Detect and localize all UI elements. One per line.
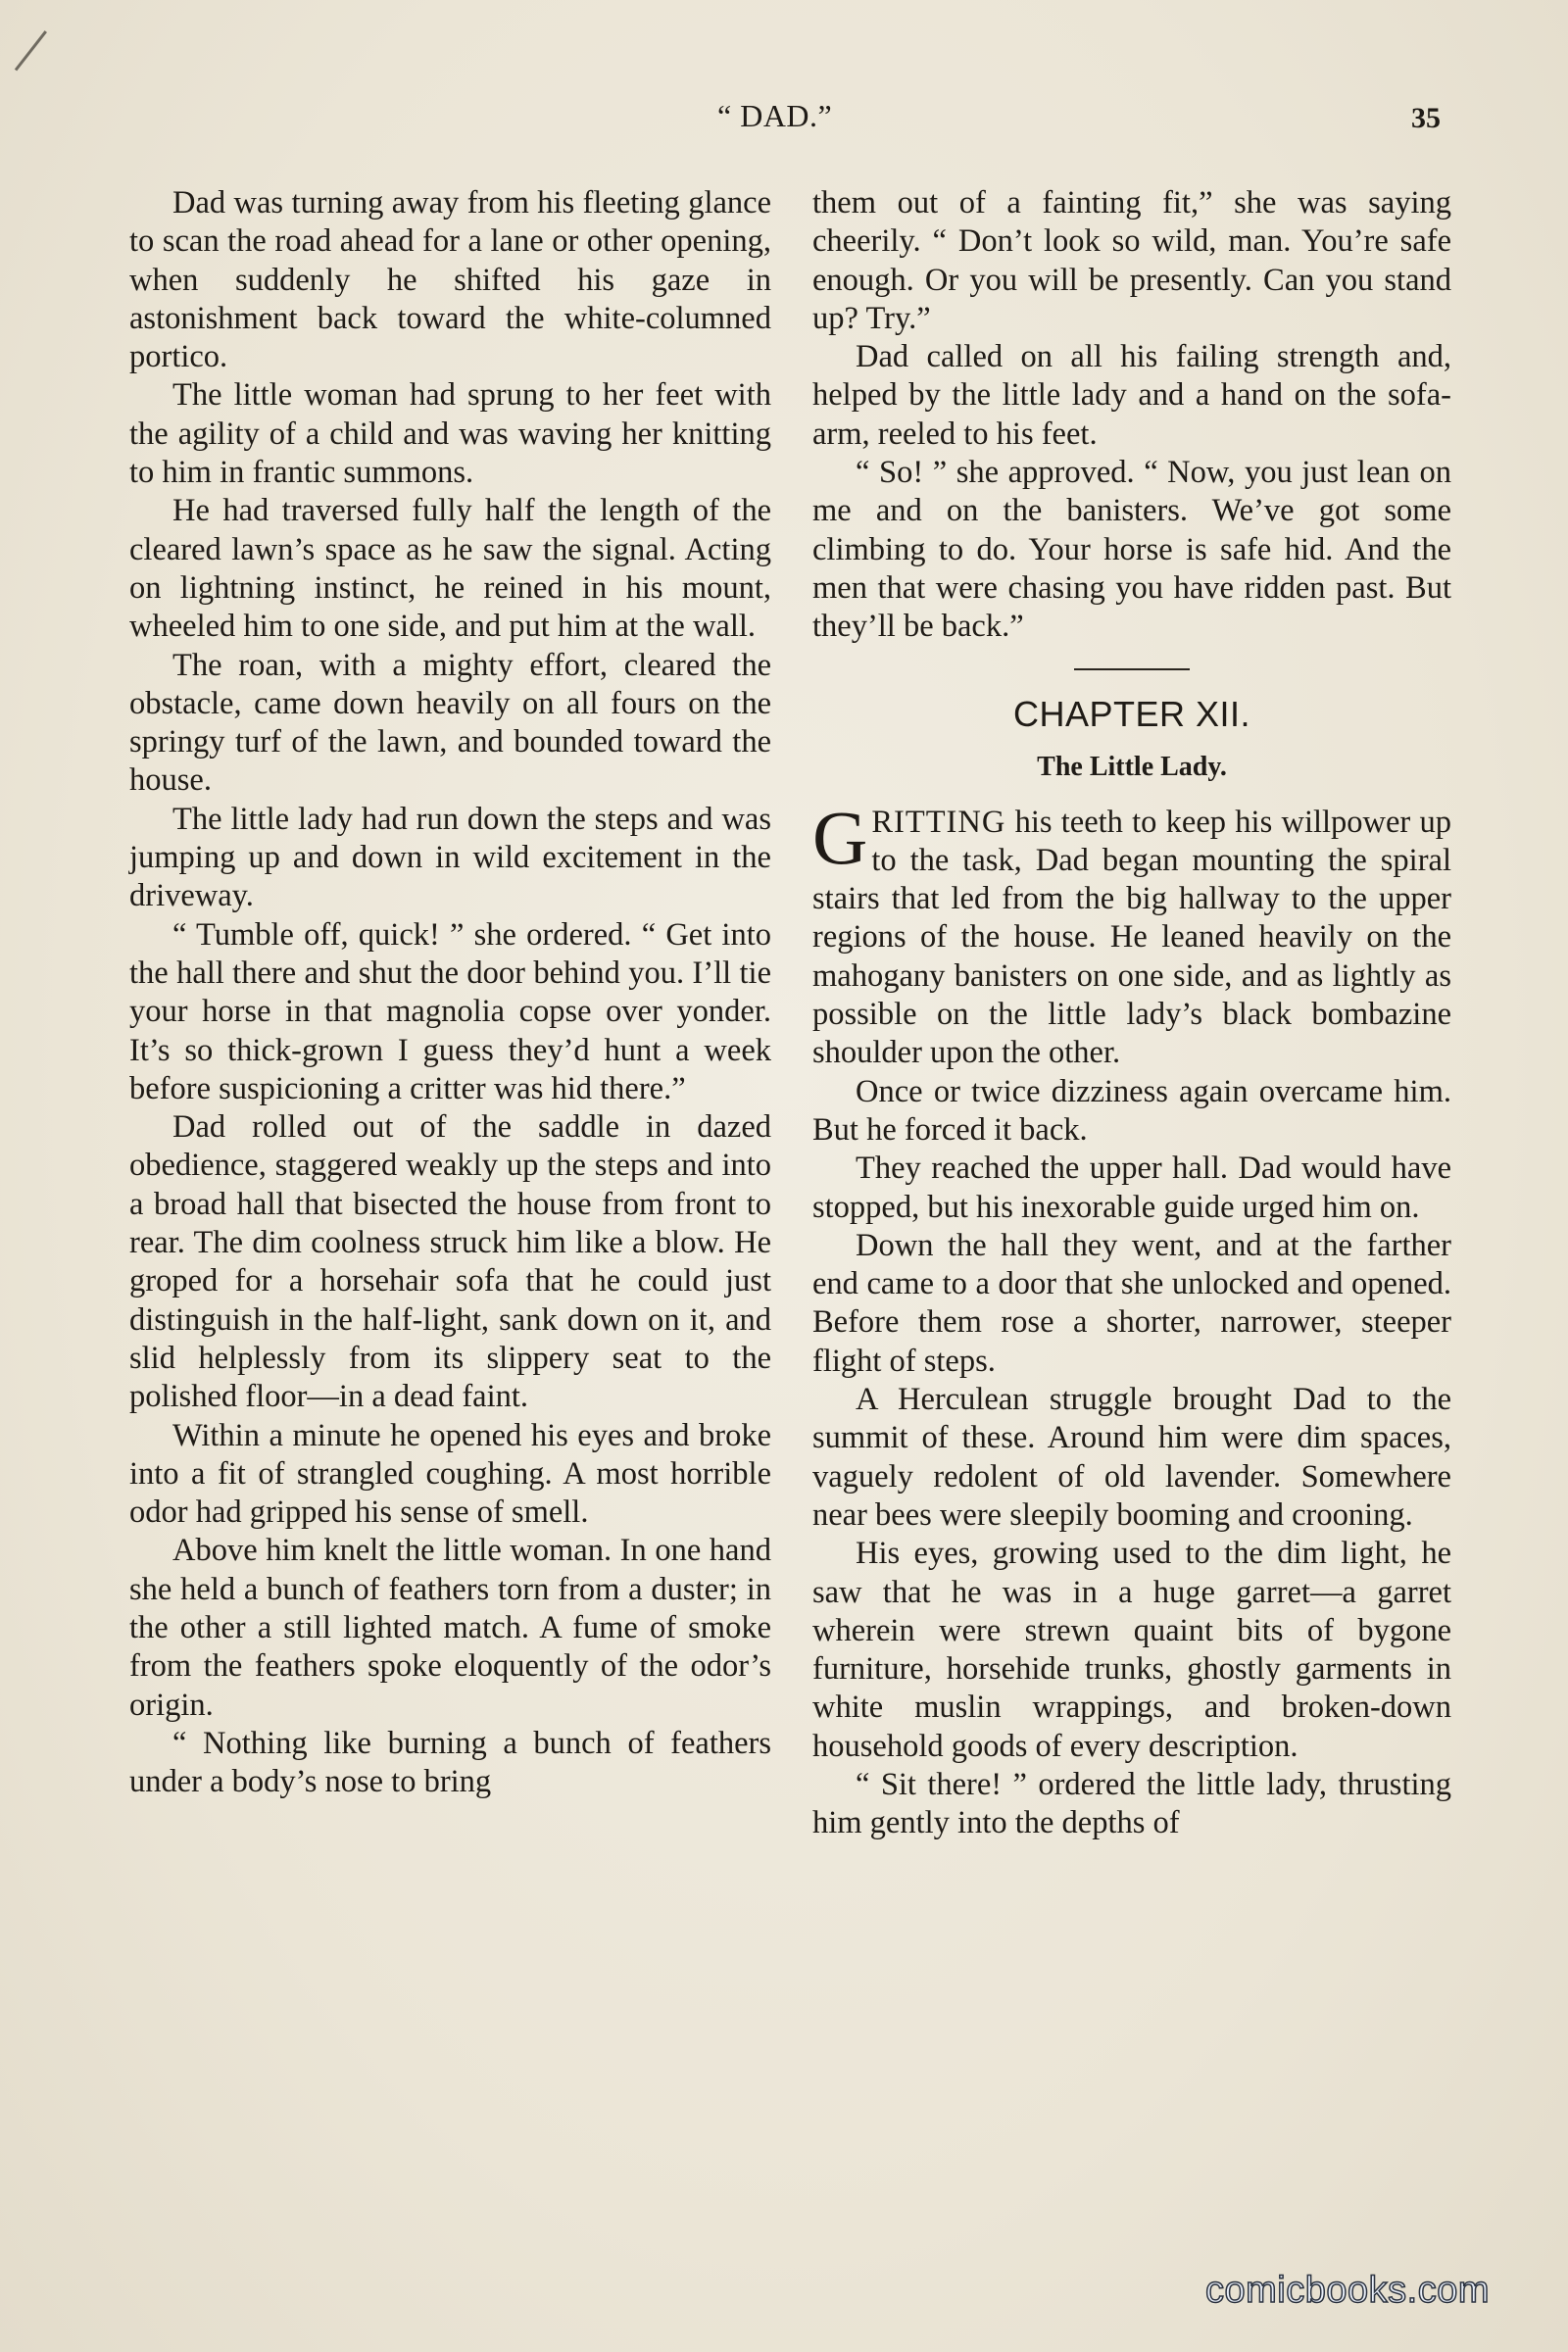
drop-cap: G	[812, 794, 868, 880]
lead-small-caps: RITTING	[871, 804, 1006, 840]
paragraph: They reached the upper hall. Dad would have stopped, but his inexorable guide urged him on.	[812, 1151, 1451, 1225]
running-head: “ DAD.”	[717, 98, 833, 133]
paragraph: Down the hall they went, and at the farther end came to a door that she unlocked and opened. Before them rose a shorter, narrower, steeper flight of steps.	[812, 1227, 1451, 1379]
paragraph: them out of a fainting fit,” she was saying cheerily. “ Don’t look so wild, man. You’re safe enough. Or you will be presently. Can you stand up? Try.”	[812, 185, 1451, 336]
paragraph: The little lady had run down the steps and was jumping up and down in wild excitement in the driveway.	[129, 801, 771, 914]
left-column	[129, 184, 771, 1801]
right-column	[812, 184, 1451, 1843]
site-watermark: comicbooks.com	[1205, 2270, 1490, 2311]
chapter-subtitle: The Little Lady.	[1037, 751, 1227, 782]
paragraph: Above him knelt the little woman. In one hand she held a bunch of feathers torn from a duster; in the other a still lighted match. A fume of smoke from the feathers spoke eloquently of the odor’s origin.	[129, 1533, 771, 1723]
paragraph: Dad rolled out of the saddle in dazed obedience, staggered weakly up the steps and into a broad hall that bisected the house from front to rear. The dim coolness struck him like a blow. He groped for a horsehair sofa that he could just distinguish in the half-light, sank down on it, and slid helplessly from its slippery seat to the polished floor—in a dead faint.	[129, 1109, 771, 1415]
paragraph: “ So! ” she approved. “ Now, you just lean on me and on the banisters. We’ve got some climbing to do. Your horse is safe hid. And the men that were chasing you have ridden past. But they’ll be back.”	[812, 455, 1451, 645]
margin-pencil-mark	[15, 30, 47, 71]
paragraph: Dad was turning away from his fleeting glance to scan the road ahead for a lane or other opening, when suddenly he shifted his gaze in astonishment back toward the white-columned portico.	[129, 185, 771, 375]
paragraph: His eyes, growing used to the dim light, he saw that he was in a huge garret—a garret wherein were strewn quaint bits of bygone furniture, horsehide trunks, ghostly garments in white muslin wrappings, and broken-down household goods of every description.	[812, 1536, 1451, 1764]
paragraph: The roan, with a mighty effort, cleared the obstacle, came down heavily on all fours on the springy turf of the lawn, and bounded toward the house.	[129, 647, 771, 799]
paragraph: “ Sit there! ” ordered the little lady, thrusting him gently into the depths of	[812, 1766, 1451, 1841]
paragraph: Once or twice dizziness again overcame him. But he forced it back.	[812, 1073, 1451, 1148]
paragraph: “ Nothing like burning a bunch of feathers under a body’s nose to bring	[129, 1725, 771, 1800]
paragraph: The little woman had sprung to her feet with the agility of a child and was waving her knitting to him in frantic summons.	[129, 377, 771, 491]
section-divider	[1074, 668, 1190, 670]
paragraph: He had traversed fully half the length of the cleared lawn’s space as he saw the signal. Acting on lightning instinct, he reined in his mount, wheeled him to one side, and put him at the wall.	[129, 493, 771, 645]
chapter-title: CHAPTER XII.	[1012, 693, 1251, 734]
chapter-opening-paragraph	[812, 794, 1451, 1073]
opening-text: his teeth to keep his willpower up to the task, Dad began mounting the spiral stairs that led from the big hallway to the upper regions of the house. He leaned heavily on the mahogany banisters on one side, and as lightly as possible on the little lady’s black bombazine shoulder upon the other.	[812, 804, 1451, 1071]
paragraph: A Herculean struggle brought Dad to the summit of these. Around him were dim spaces, vaguely redolent of old lavender. Somewhere near bees were sleepily booming and crooning.	[812, 1382, 1451, 1533]
paragraph: Dad called on all his failing strength and, helped by the little lady and a hand on the sofa-arm, reeled to his feet.	[812, 339, 1451, 452]
page-number: 35	[1411, 102, 1441, 134]
paragraph: “ Tumble off, quick! ” she ordered. “ Get into the hall there and shut the door behind you. I’ll tie your horse in that magnolia copse over yonder. It’s so thick-grown I guess they’d hunt a week before suspicioning a critter was hid there.”	[129, 916, 771, 1106]
paragraph: Within a minute he opened his eyes and broke into a fit of strangled coughing. A most horrible odor had gripped his sense of smell.	[129, 1417, 771, 1531]
